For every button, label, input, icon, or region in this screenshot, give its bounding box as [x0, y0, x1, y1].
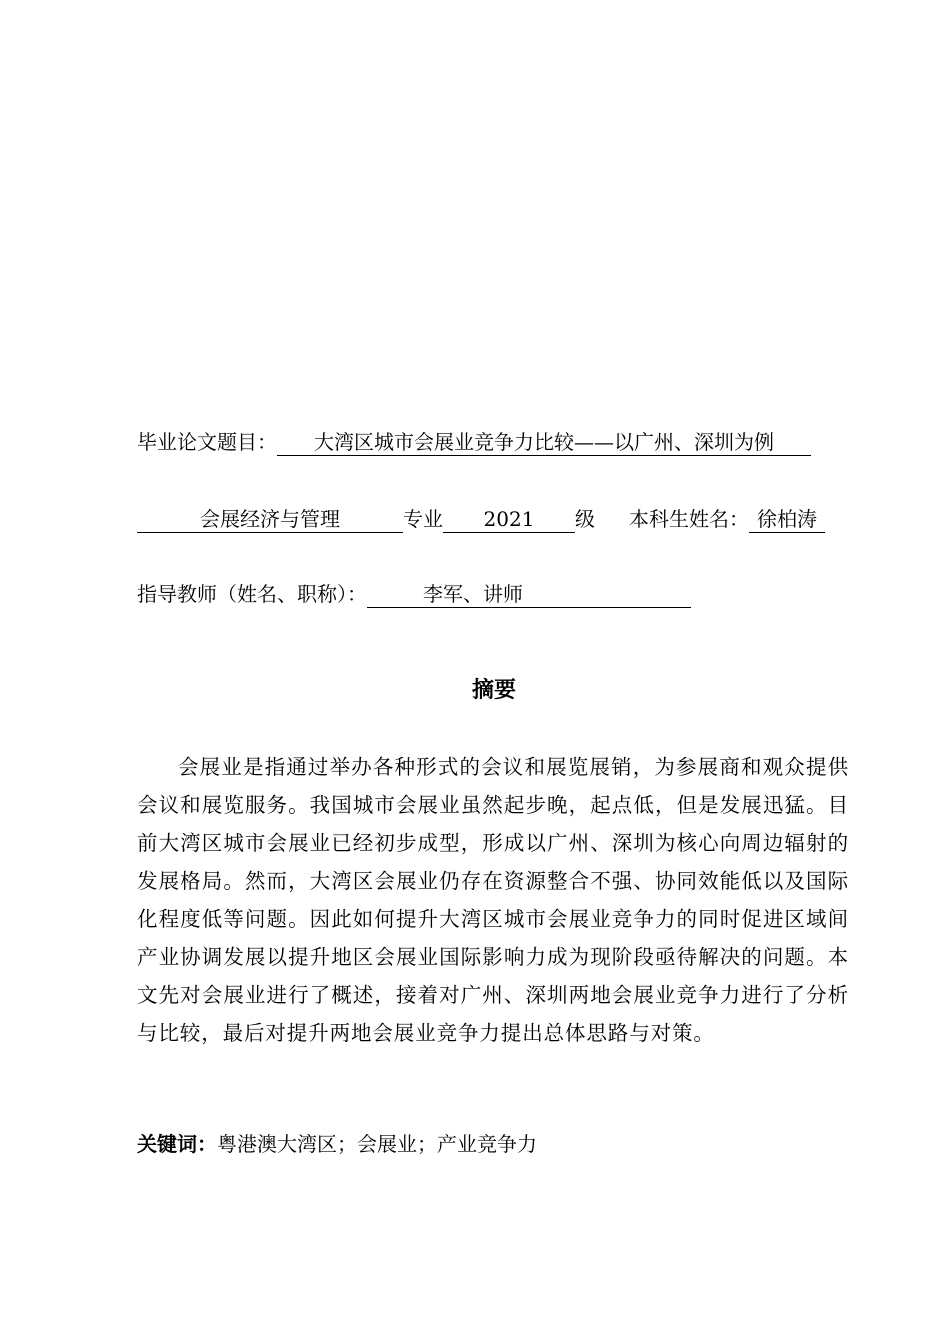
keywords-label: 关键词：: [137, 1132, 217, 1156]
advisor-line: [137, 580, 691, 608]
thesis-title-line: [137, 428, 811, 456]
major-suffix: 专业: [403, 507, 443, 531]
grade-suffix: 级: [575, 507, 595, 531]
student-name-value: 徐柏涛: [749, 506, 825, 533]
student-name-label: 本科生姓名：: [629, 507, 749, 531]
abstract-body: 会展业是指通过举办各种形式的会议和展览展销，为参展商和观众提供会议和展览服务。我国城市会展业虽然起步晚，起点低，但是发展迅猛。目前大湾区城市会展业已经初步成型，形成以广州、深圳为核心向周边辐射的发展格局。然而，大湾区会展业仍存在资源整合不强、协同效能低以及国际化程度低等问题。因此如何提升大湾区城市会展业竞争力的同时促进区域间产业协调发展以提升地区会展业国际影响力成为现阶段亟待解决的问题。本文先对会展业进行了概述，接着对广州、深圳两地会展业竞争力进行了分析与比较，最后对提升两地会展业竞争力提出总体思路与对策。: [137, 755, 849, 1045]
advisor-label: 指导教师（姓名、职称）：: [137, 582, 367, 606]
advisor-value: 李军、讲师: [423, 582, 523, 606]
thesis-title-label: 毕业论文题目：: [137, 430, 277, 454]
abstract-heading: 摘要: [471, 678, 516, 703]
advisor-value-wrap: [367, 581, 691, 608]
major-value: 会展经济与管理: [137, 506, 403, 533]
thesis-title-value: 大湾区城市会展业竞争力比较——以广州、深圳为例: [277, 429, 811, 456]
grade-value: 2021: [443, 506, 575, 533]
major-grade-name-line: [137, 505, 825, 533]
keywords-value: 粤港澳大湾区；会展业；产业竞争力: [217, 1132, 537, 1156]
keywords-line: [137, 1130, 537, 1158]
